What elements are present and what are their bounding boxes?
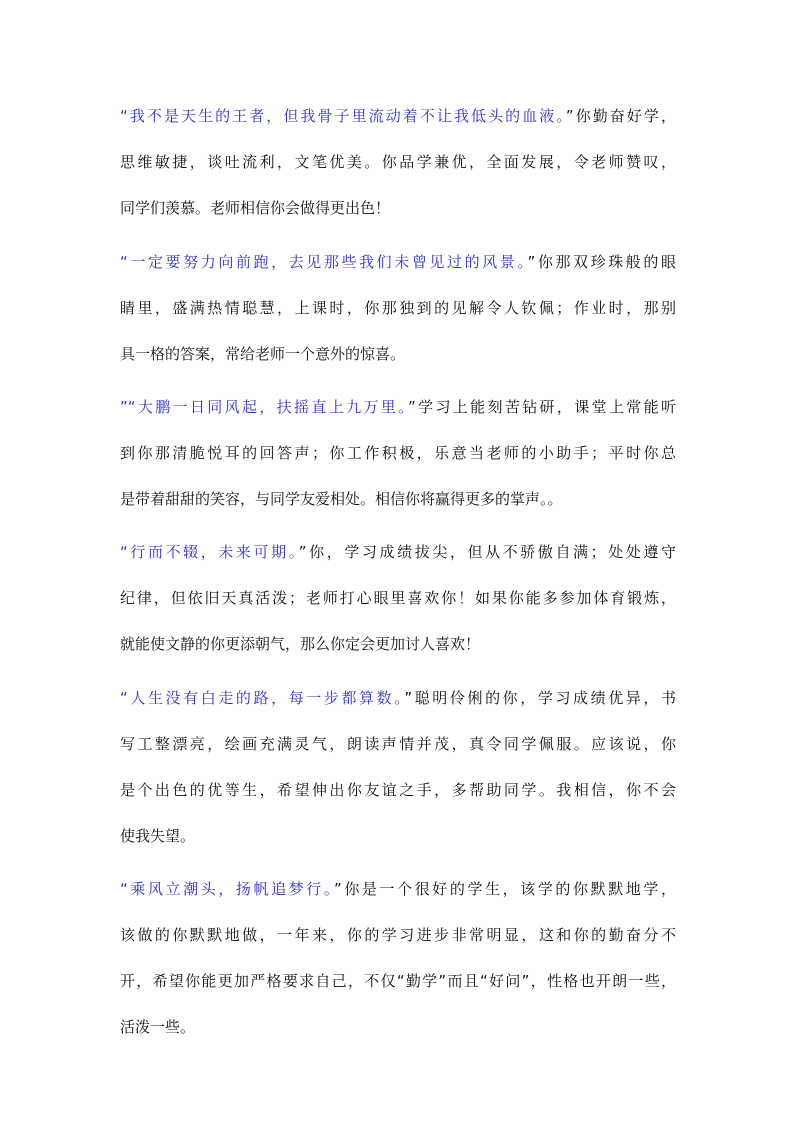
body-text: 睛里，盛满热情聪慧，上课时，你那独到的见解令人钦佩；作业时，那别: [120, 299, 676, 317]
body-text: 同学们羡慕。老师相信你会做得更出色！: [120, 199, 391, 217]
body-text: ”你是一个很好的学生，该学的你默默地学，: [333, 880, 676, 898]
paragraph-line: [120, 688, 676, 734]
body-text: 该做的你默默地做，一年来，你的学习进步非常明显，这和你的勤奋分不: [120, 926, 676, 944]
motto-quote: ”“大鹏一日同风起，扶摇直上九万里。: [120, 398, 408, 416]
paragraph-line: [120, 443, 676, 489]
paragraph-line: [120, 489, 676, 535]
body-text: ”学习上能刻苦钻研，课堂上常能听: [407, 398, 676, 416]
comment-paragraph-4: [120, 542, 676, 680]
paragraph-line: [120, 925, 676, 971]
body-text: 纪律，但依旧天真活泼；老师打心眼里喜欢你！如果你能多参加体育锻炼，: [120, 589, 676, 607]
body-text: 到你那清脆悦耳的回答声；你工作积极，乐意当老师的小助手；平时你总: [120, 444, 676, 462]
body-text: ”聪明伶俐的你，学习成绩优异，书: [404, 689, 676, 707]
body-text: 活泼一些。: [120, 1018, 196, 1036]
paragraph-line: [120, 298, 676, 344]
paragraph-line: [120, 198, 676, 244]
paragraph-line: [120, 826, 676, 872]
paragraph-line: [120, 344, 676, 390]
body-text: ”你，学习成绩拔尖，但从不骄傲自满；处处遵守: [298, 543, 676, 561]
paragraph-line: [120, 152, 676, 198]
paragraph-line: [120, 588, 676, 634]
motto-quote: “人生没有白走的路，每一步都算数。: [120, 689, 405, 707]
comment-paragraph-3: [120, 397, 676, 535]
paragraph-line: [120, 734, 676, 780]
motto-quote: “乘风立潮头，扬帆追梦行。: [120, 880, 334, 898]
body-text: 是带着甜甜的笑容，与同学友爱相处。相信你将赢得更多的掌声。。: [120, 490, 563, 508]
paragraph-line: [120, 879, 676, 925]
body-text: 使我失望。: [120, 827, 196, 845]
comment-paragraph-6: [120, 879, 676, 1063]
paragraph-line: [120, 252, 676, 298]
body-text: ”你勤奋好学，: [565, 107, 676, 125]
paragraph-line: [120, 1017, 676, 1063]
motto-quote: “我不是天生的王者，但我骨子里流动着不让我低头的血液。: [120, 107, 566, 125]
body-text: 是个出色的优等生，希望伸出你友谊之手，多帮助同学。我相信，你不会: [120, 781, 676, 799]
comment-paragraph-1: [120, 106, 676, 244]
paragraph-line: [120, 634, 676, 680]
paragraph-line: [120, 542, 676, 588]
paragraph-line: [120, 780, 676, 826]
body-text: 开，希望你能更加严格要求自己，不仅“勤学”而且“好问”，性格也开朗一些，: [120, 972, 676, 990]
body-text: 思维敏捷，谈吐流利，文笔优美。你品学兼优，全面发展，令老师赞叹，: [120, 153, 676, 171]
body-text: 具一格的答案，常给老师一个意外的惊喜。: [120, 345, 406, 363]
motto-quote: “行而不辍，未来可期。: [120, 543, 299, 561]
motto-quote: “一定要努力向前跑，去见那些我们未曾见过的风景。: [120, 253, 528, 271]
comment-paragraph-2: [120, 252, 676, 390]
body-text: ”你那双珍珠般的眼: [527, 253, 676, 271]
body-text: 就能使文静的你更添朝气，那么你定会更加讨人喜欢！: [120, 635, 481, 653]
body-text: 写工整漂亮，绘画充满灵气，朗读声情并茂，真令同学佩服。应该说，你: [120, 735, 676, 753]
paragraph-line: [120, 971, 676, 1017]
comment-paragraph-5: [120, 688, 676, 872]
paragraph-line: [120, 106, 676, 152]
paragraph-line: [120, 397, 676, 443]
